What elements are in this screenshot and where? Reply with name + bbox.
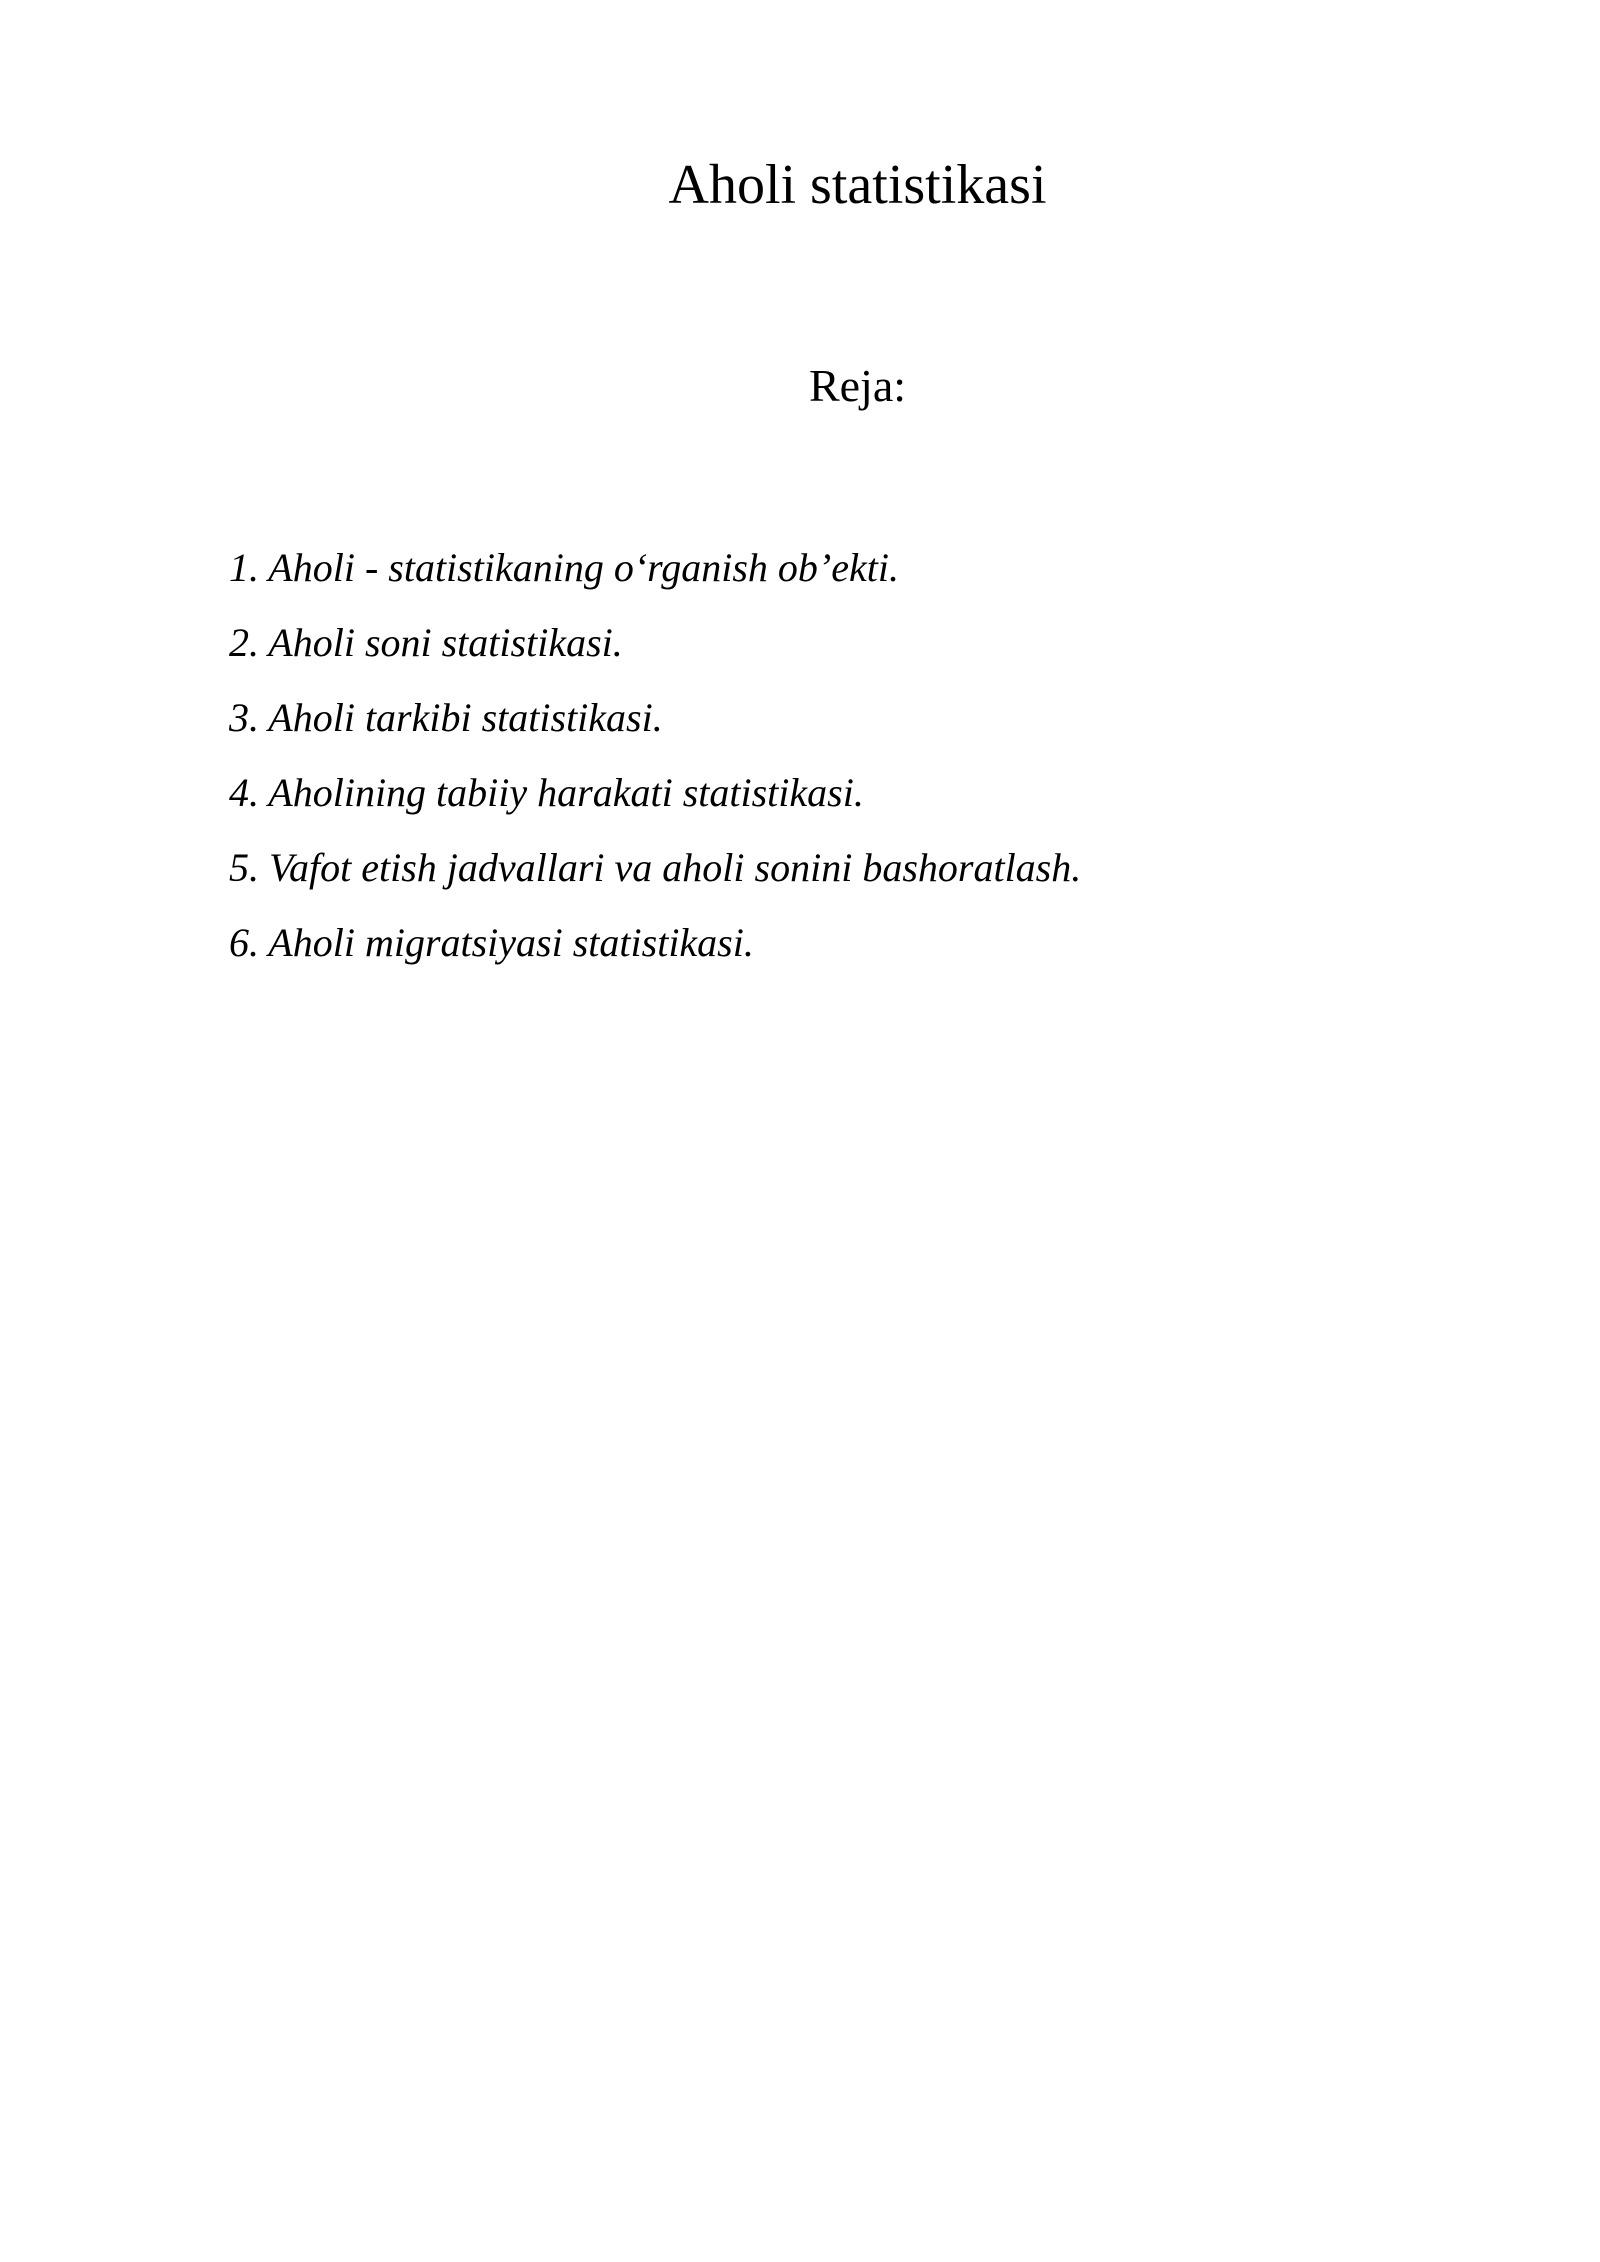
plan-item-1: 1. Aholi - statistikaning o‘rganish ob’ekti. (229, 545, 899, 590)
plan-heading: Reja: (808, 360, 907, 411)
plan-list (229, 538, 1081, 988)
document-title: Aholi statistikasi (668, 154, 1047, 216)
plan-item-2: 2. Aholi soni statistikasi. (229, 620, 623, 665)
plan-item-4: 4. Aholining tabiiy harakati statistikasi. (229, 770, 864, 815)
plan-item-3: 3. Aholi tarkibi statistikasi. (229, 695, 663, 740)
plan-item-5: 5. Vafot etish jadvallari va aholi sonini bashoratlash. (229, 845, 1082, 890)
plan-item-6: 6. Aholi migratsiyasi statistikasi. (229, 920, 754, 965)
